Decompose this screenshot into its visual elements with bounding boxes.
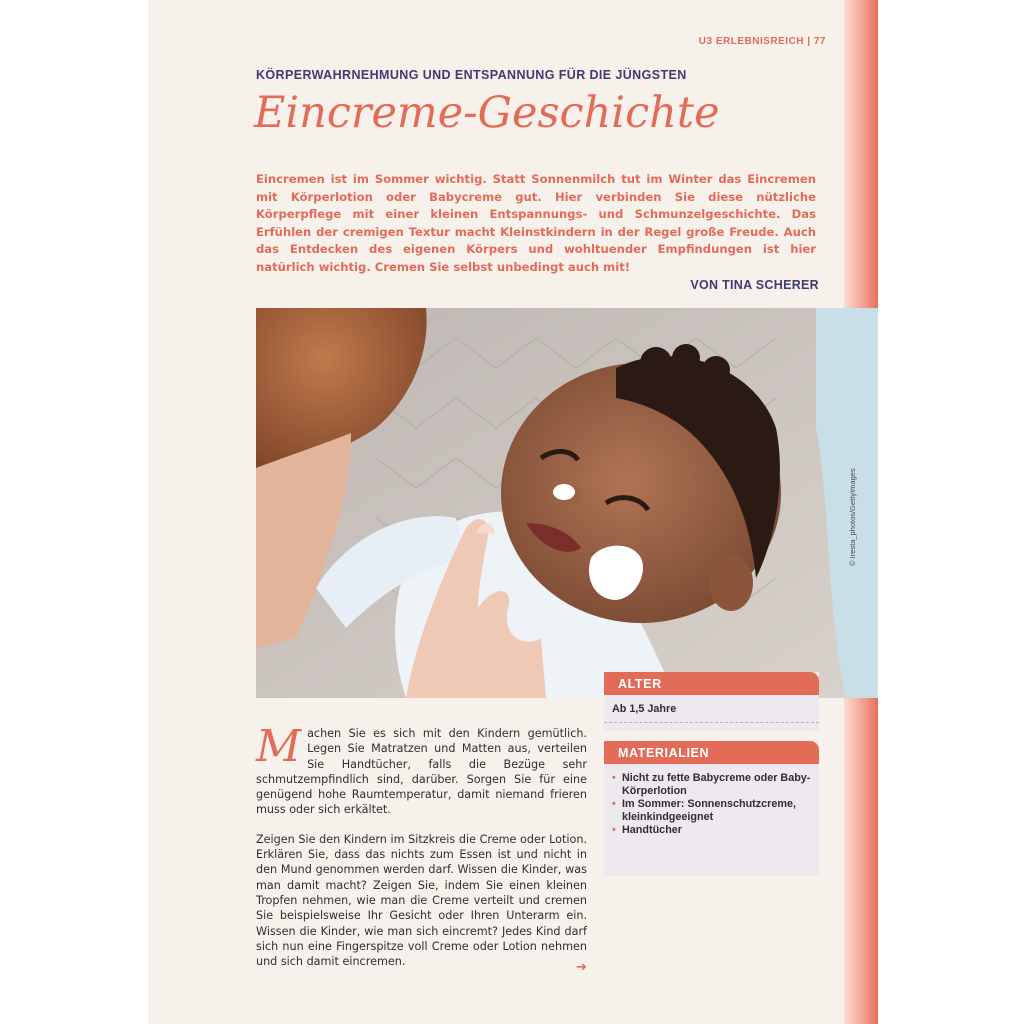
materialien-box xyxy=(604,741,819,876)
hero-photo xyxy=(256,308,878,698)
byline: VON TINA SCHERER xyxy=(690,278,819,292)
body-text-column xyxy=(256,721,587,983)
body-paragraph-1 xyxy=(256,721,587,818)
materialien-heading: MATERIALIEN xyxy=(604,741,819,764)
alter-heading: ALTER xyxy=(604,672,819,695)
magazine-page xyxy=(148,0,878,1024)
materialien-body xyxy=(604,764,819,845)
photo-credit: © Iresta_photos/GettyImages xyxy=(848,468,857,566)
article-title: Eincreme-Geschichte xyxy=(254,88,720,138)
baby-photo-illustration xyxy=(256,308,878,698)
lead-paragraph: Eincremen ist im Sommer wichtig. Statt Sonnenmilch tut im Winter das Eincremen mit Körperlotion oder Babycreme gut. Hier verbinden Sie diese nützliche Körperpflege mit einer kleinen Entspannungs- und Schmunzelgeschichte. Das Erfühlen der cremigen Textur macht Kleinstkindern in der Regel große Freude. Auch das Entdecken des eigenen Körpers und wohltuender Empfindungen ist hier natürlich wichtig. Cremen Sie selbst unbedingt auch mit! xyxy=(256,172,816,274)
drop-cap: M xyxy=(256,721,302,772)
alter-body xyxy=(604,695,819,731)
alter-value: Ab 1,5 Jahre xyxy=(612,703,677,715)
running-head: U3 ERLEBNISREICH | 77 xyxy=(698,36,826,47)
list-item: • Im Sommer: Sonnenschutzcreme, kleinkindgeeignet xyxy=(612,798,811,824)
divider xyxy=(604,722,819,723)
continue-arrow-icon: ➔ xyxy=(576,960,587,975)
body-paragraph-2: Zeigen Sie den Kindern im Sitzkreis die Creme oder Lotion. Erklären Sie, dass das nichts zum Essen ist und nicht in den Mund genommen werden darf. Wissen die Kinder, was man damit macht? Zeigen Sie, indem Sie einen kleinen Tropfen nehmen, wie man die Creme verteilt und cremen Sie beispielsweise Ihr Gesicht oder Ihren Unterarm ein. Wissen die Kinder, wie man sich eincremt? Jedes Kind darf sich nun eine Fingerspitze voll Creme oder Lotion nehmen und sich damit eincremen. xyxy=(256,832,587,969)
alter-box xyxy=(604,672,819,731)
list-item: • Handtücher xyxy=(612,824,811,837)
materialien-list xyxy=(612,772,811,837)
list-item: • Nicht zu fette Babycreme oder Baby-Körperlotion xyxy=(612,772,811,798)
body-paragraph-1-text: achen Sie es sich mit den Kindern gemütlich. Legen Sie Matratzen und Matten aus, verteilen Sie Handtücher, falls die Bezüge sehr schmutzempfindlich sind, darüber. Sorgen Sie für eine genügend hohe Raumtemperatur, damit niemand frieren muss oder sich erkältet. xyxy=(256,727,587,817)
kicker: KÖRPERWAHRNEHMUNG UND ENTSPANNUNG FÜR DIE JÜNGSTEN xyxy=(256,68,687,82)
